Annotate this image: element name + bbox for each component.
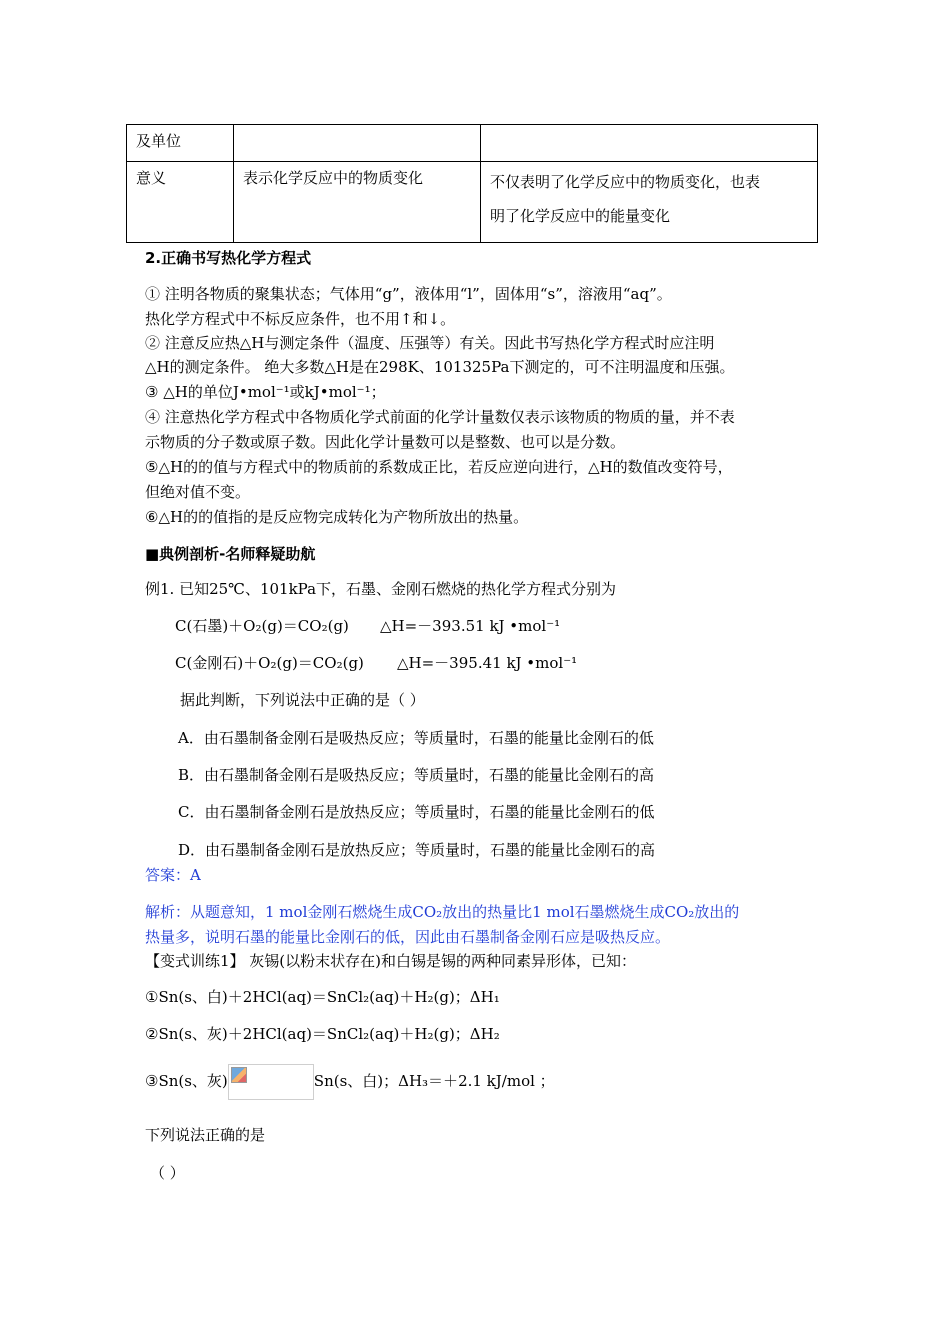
paragraph-line: △H的测定条件。 绝大多数△H是在298K、101325Pa下测定的，可不注明温度和压强。 [145,358,735,376]
reaction-left: ③Sn(s、灰) [145,1072,228,1090]
paragraph-line: ④ 注意热化学方程式中各物质化学式前面的化学计量数仅表示该物质的物质的量，并不表 [145,408,735,426]
question-text: 据此判断，下列说法中正确的是（ ） [180,691,425,709]
reaction-line [145,1064,555,1100]
table-cell [481,125,818,162]
paragraph-line: ③ △H的单位J•mol⁻¹或kJ•mol⁻¹； [145,383,386,401]
option-c: C．由石墨制备金刚石是放热反应；等质量时，石墨的能量比金刚石的低 [178,803,655,821]
table-row [127,162,818,243]
option-a: A．由石墨制备金刚石是吸热反应；等质量时，石墨的能量比金刚石的低 [178,729,654,747]
paragraph-line: 但绝对值不变。 [145,483,251,501]
variant-heading: 【变式训练1】 灰锡(以粉末状存在)和白锡是锡的两种同素异形体，已知： [145,952,637,970]
reaction-line: ②Sn(s、灰)＋2HCl(aq)＝SnCl₂(aq)＋H₂(g)；ΔH₂ [145,1025,500,1043]
equation-right: △H=－395.41 kJ •mol⁻¹ [397,654,578,672]
table-cell: 意义 [127,162,234,243]
analysis-line: 热量多，说明石墨的能量比金刚石的低，因此由石墨制备金刚石应是吸热反应。 [145,928,671,946]
comparison-table [126,124,818,243]
reaction-right: Sn(s、白)；ΔH₃＝＋2.1 kJ/mol ； [313,1072,555,1090]
table-cell [481,162,818,243]
table-row [127,125,818,162]
answer-paren: （ ） [150,1164,185,1182]
paragraph-line: ⑥△H的的值指的是反应物完成转化为产物所放出的热量。 [145,508,529,526]
cell-line: 明了化学反应中的能量变化 [490,207,671,225]
paragraph-line: 热化学方程式中不标反应条件，也不用↑和↓。 [145,310,456,328]
equation-left: C(石墨)＋O₂(g)＝CO₂(g) [175,617,349,635]
equation-right: △H=－393.51 kJ •mol⁻¹ [380,617,561,635]
paragraph-line: ① 注明各物质的聚集状态；气体用“g”，液体用“l”，固体用“s”，溶液用“aq”。 [145,285,672,303]
equation-left: C(金刚石)＋O₂(g)＝CO₂(g) [175,654,364,672]
broken-image-icon [228,1064,314,1100]
table-cell [234,125,481,162]
option-b: B．由石墨制备金刚石是吸热反应；等质量时，石墨的能量比金刚石的高 [178,766,655,784]
prompt-text: 下列说法正确的是 [145,1126,266,1144]
answer-text: 答案：A [145,866,201,884]
paragraph-line: ⑤△H的的值与方程式中的物质前的系数成正比，若反应逆向进行，△H的数值改变符号， [145,458,733,476]
section-heading: 2.正确书写热化学方程式 [145,249,312,267]
section-heading: ■典例剖析-名师释疑助航 [145,545,316,563]
paragraph-line: ② 注意反应热△H与测定条件（温度、压强等）有关。因此书写热化学方程式时应注明 [145,334,715,352]
table-cell: 表示化学反应中的物质变化 [234,162,481,243]
reaction-line: ①Sn(s、白)＋2HCl(aq)＝SnCl₂(aq)＋H₂(g)；ΔH₁ [145,988,500,1006]
example-intro: 例1. 已知25℃、101kPa下，石墨、金刚石燃烧的热化学方程式分别为 [145,580,617,598]
option-d: D．由石墨制备金刚石是放热反应；等质量时，石墨的能量比金刚石的高 [178,841,656,859]
analysis-line: 解析：从题意知，1 mol金刚石燃烧生成CO₂放出的热量比1 mol石墨燃烧生成CO₂放出的 [145,903,740,921]
cell-line: 不仅表明了化学反应中的物质变化，也表 [490,173,761,191]
paragraph-line: 示物质的分子数或原子数。因此化学计量数可以是整数、也可以是分数。 [145,433,626,451]
table-cell: 及单位 [127,125,234,162]
